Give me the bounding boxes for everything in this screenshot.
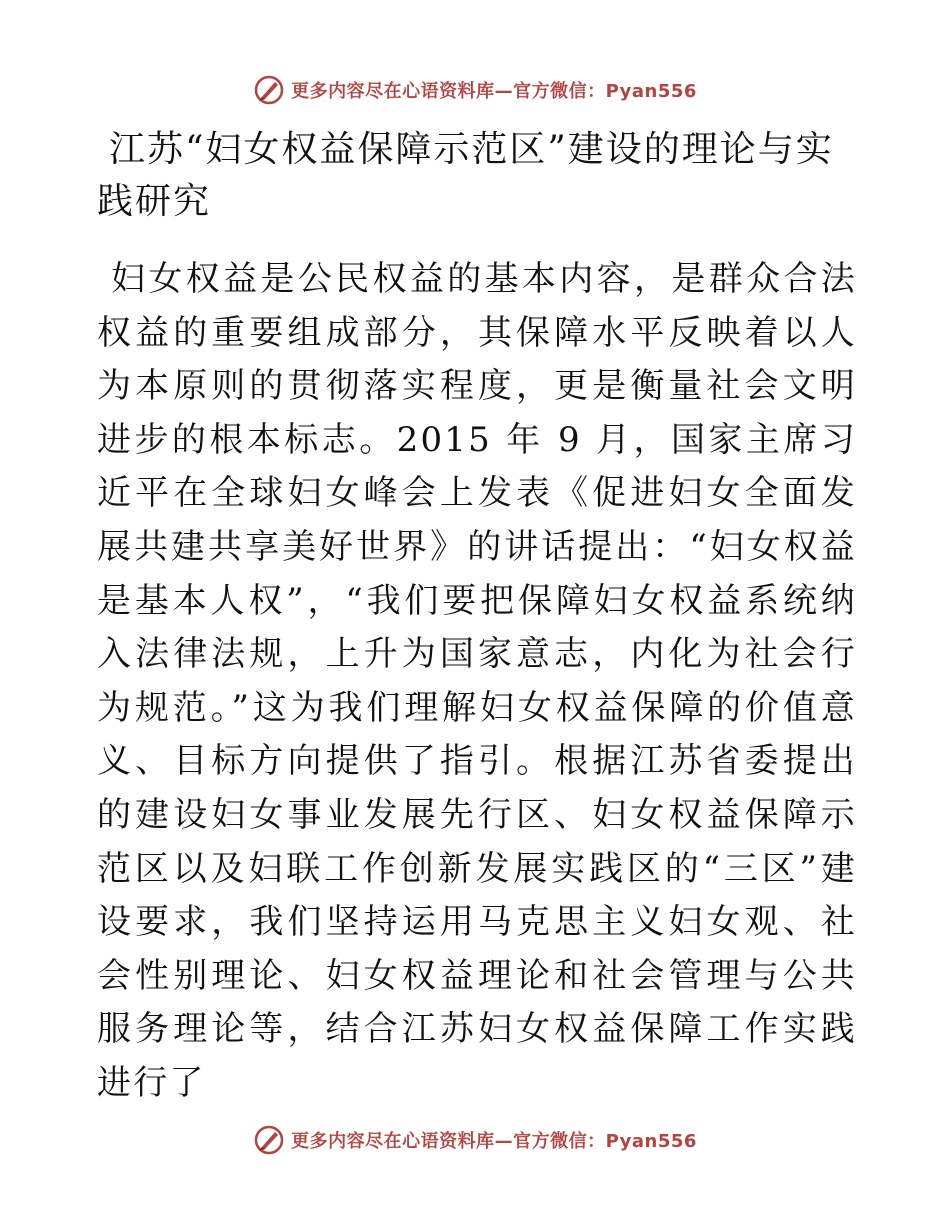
- quill-pen-circle-icon: [253, 1124, 285, 1156]
- footer-banner-text: 更多内容尽在心语资料库—官方微信：Pyan556: [291, 1131, 697, 1152]
- document-body: 妇女权益是公民权益的基本内容，是群众合法权益的重要组成部分，其保障水平反映着以人为本原则的贯彻落实程度，更是衡量社会文明进步的根本标志。2015 年 9 月，国家主席习近平在全球妇女峰会上发表《促进妇女全面发展共建共享美好世界》的讲话提出：“妇女权益是基本人权”，“我们要把保障妇女权益系统纳入法律法规，上升为国家意志，内化为社会行为规范。”这为我们理解妇女权益保障的价值意义、目标方向提供了指引。根据江苏省委提出的建设妇女事业发展先行区、妇女权益保障示范区以及妇联工作创新发展实践区的“三区”建设要求，我们坚持运用马克思主义妇女观、社会性别理论、妇女权益理论和社会管理与公共服务理论等，结合江苏妇女权益保障工作实践进行了: [97, 259, 857, 1103]
- quill-pen-circle-icon: [253, 74, 285, 106]
- header-banner-text: 更多内容尽在心语资料库—官方微信：Pyan556: [291, 81, 697, 102]
- header-banner: [0, 70, 950, 110]
- document-title: 江苏“妇女权益保障示范区”建设的理论与实践研究: [97, 129, 834, 222]
- footer-banner: [0, 1120, 950, 1160]
